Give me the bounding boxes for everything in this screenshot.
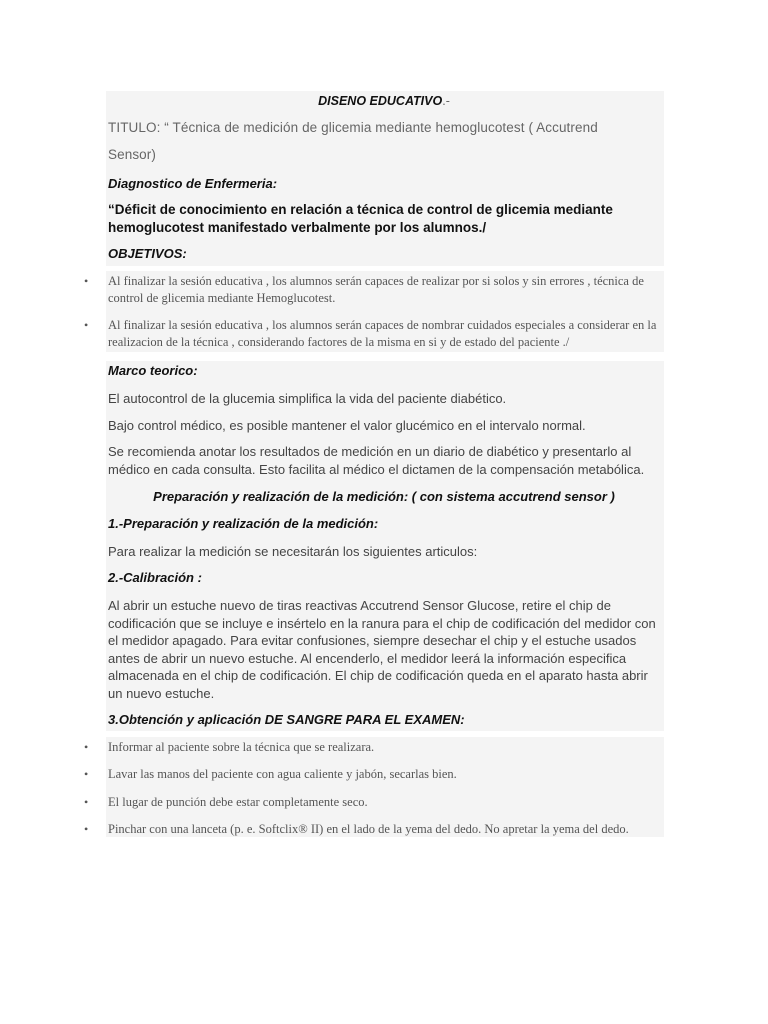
step2-text: Al abrir un estuche nuevo de tiras reactivas Accutrend Sensor Glucose, retire el chip de codificación que se incluye e insértelo en la ranura para el chip de codificación del medidor con el medidor apagado. Para evitar confusiones, siempre desechar el chip y el estuche usados antes de abrir un nuevo estuche. Al encenderlo, el medidor leerá la información especifica almacenada en el chip de codificación. El chip de codificación queda en el aparato hasta abrir un nuevo estuche. [108, 598, 656, 701]
titulo-line-2: Sensor) [108, 147, 156, 162]
document-title [0, 94, 768, 108]
title-suffix: .- [442, 94, 450, 108]
bullet-icon: • [84, 767, 89, 781]
marco-label: Marco teorico: [108, 363, 198, 378]
objetivo-item: Al finalizar la sesión educativa , los alumnos serán capaces de nombrar cuidados especiales a considerar en la realizacion de la técnica , considerando factores de la misma en si y de estado del paciente ./ [108, 318, 657, 349]
title-text: DISENO EDUCATIVO [318, 94, 443, 108]
diagnostico-label: Diagnostico de Enfermeria: [108, 176, 278, 191]
step3-item: Informar al paciente sobre la técnica que se realizara. [108, 740, 375, 754]
bullet-icon: • [84, 274, 89, 288]
prep-heading: Preparación y realización de la medición: ( con sistema accutrend sensor ) [153, 489, 615, 504]
step3-item: Lavar las manos del paciente con agua caliente y jabón, secarlas bien. [108, 767, 457, 781]
step3-item: Pinchar con una lanceta (p. e. Softclix® II) en el lado de la yema del dedo. No apretar la yema del dedo. [108, 822, 629, 836]
marco-paragraph-1: El autocontrol de la glucemia simplifica la vida del paciente diabético. [108, 391, 507, 406]
marco-paragraph-2: Bajo control médico, es posible mantener el valor glucémico en el intervalo normal. [108, 418, 586, 433]
step1-label: 1.-Preparación y realización de la medición: [108, 516, 379, 531]
diagnostico-text: “Déficit de conocimiento en relación a técnica de control de glicemia mediante hemoglucotest manifestado verbalmente por los alumnos./ [108, 202, 613, 235]
bullet-icon: • [84, 822, 89, 836]
objetivos-label: OBJETIVOS: [108, 246, 187, 261]
step3-label: 3.Obtención y aplicación DE SANGRE PARA EL EXAMEN: [108, 712, 465, 727]
objetivo-item: Al finalizar la sesión educativa , los alumnos serán capaces de realizar por si solos y sin errores , técnica de control de glicemia mediante Hemoglucotest. [108, 274, 644, 305]
titulo-line-1: TITULO: “ Técnica de medición de glicemia mediante hemoglucotest ( Accutrend [108, 120, 598, 135]
step3-item: El lugar de punción debe estar completamente seco. [108, 795, 368, 809]
step2-label: 2.-Calibración : [108, 570, 202, 585]
bullet-icon: • [84, 795, 89, 809]
marco-paragraph-3: Se recomienda anotar los resultados de medición en un diario de diabético y presentarlo al médico en cada consulta. Esto facilita al médico el dictamen de la compensación metabólica. [108, 444, 645, 477]
bullet-icon: • [84, 740, 89, 754]
bullet-icon: • [84, 318, 89, 332]
step1-text: Para realizar la medición se necesitarán los siguientes articulos: [108, 544, 478, 559]
